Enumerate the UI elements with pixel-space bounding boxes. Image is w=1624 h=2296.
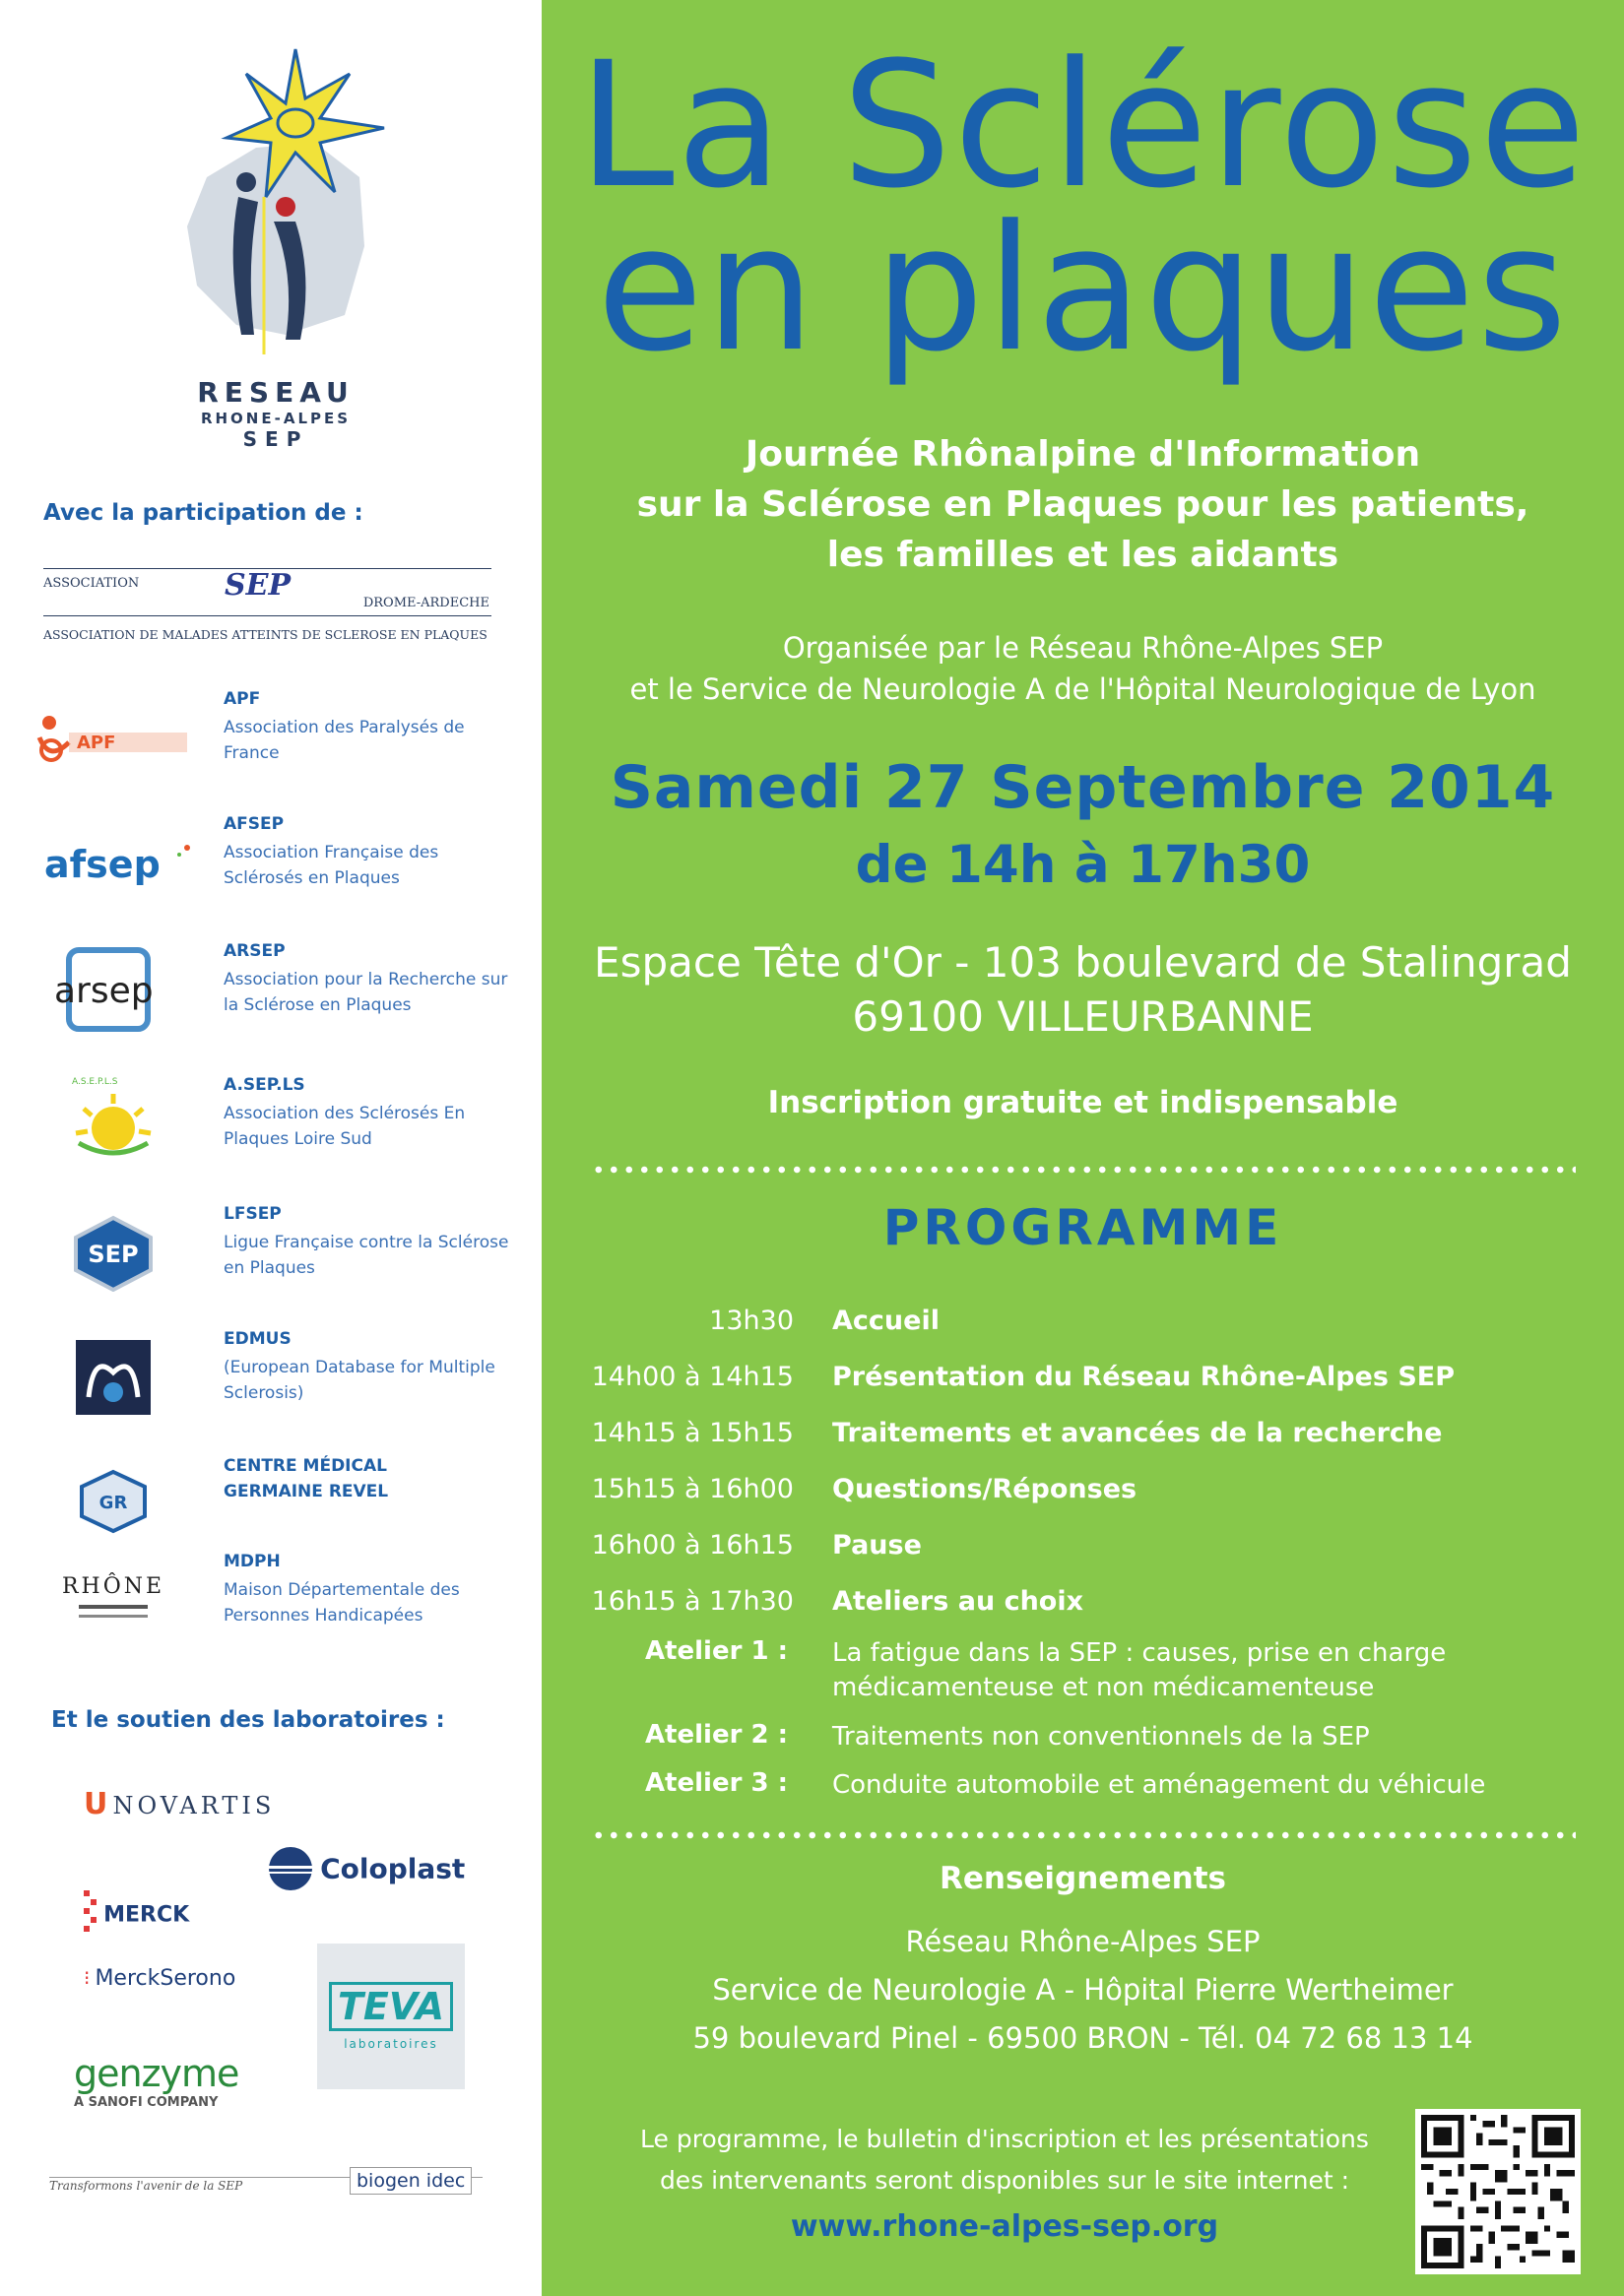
programme-row bbox=[542, 1530, 1624, 1569]
programme-item: Présentation du Réseau Rhône-Alpes SEP bbox=[832, 1362, 1455, 1392]
programme-time: 16h15 à 17h30 bbox=[591, 1586, 794, 1617]
svg-text:APF: APF bbox=[77, 733, 116, 753]
partner-name: A.SEP.LS bbox=[224, 1075, 305, 1095]
novartis-text: NOVARTIS bbox=[112, 1792, 276, 1819]
apf-logo bbox=[30, 693, 197, 782]
organiser-line: Organisée par le Réseau Rhône-Alpes SEP bbox=[782, 631, 1384, 665]
title-line-1: La Sclérose bbox=[577, 25, 1589, 226]
title-line-2: en plaques bbox=[596, 188, 1570, 390]
reseau-logo-icon bbox=[148, 30, 404, 374]
programme-row bbox=[542, 1362, 1624, 1401]
coloplast-text: Coloplast bbox=[320, 1852, 466, 1885]
programme-row bbox=[542, 1474, 1624, 1513]
partner-name: EDMUS bbox=[224, 1329, 292, 1349]
contact-line: 59 boulevard Pinel - 69500 BRON - Tél. 04 72 68 13 14 bbox=[692, 2021, 1473, 2055]
partner-aseplS bbox=[0, 1075, 542, 1183]
biogen-logo bbox=[49, 2149, 483, 2199]
logo-line-3: SEP bbox=[242, 427, 309, 451]
lfsep-logo bbox=[30, 1208, 197, 1297]
afsep-logo bbox=[30, 818, 197, 907]
qr-code-icon bbox=[1421, 2115, 1575, 2268]
programme-row bbox=[542, 1586, 1624, 1626]
organisers bbox=[542, 627, 1624, 710]
atelier-label: Atelier 2 : bbox=[644, 1720, 788, 1750]
rhone-logo-icon bbox=[44, 1565, 182, 1634]
sun-logo-icon bbox=[54, 1074, 172, 1173]
merck-logo bbox=[79, 1885, 189, 1945]
partner-name: AFSEP bbox=[224, 814, 285, 834]
contact-line: Réseau Rhône-Alpes SEP bbox=[905, 1925, 1261, 1958]
inscription-note: Inscription gratuite et indispensable bbox=[767, 1085, 1398, 1120]
merck-dots-icon bbox=[79, 1885, 98, 1945]
partner-afsep bbox=[0, 814, 542, 923]
venue bbox=[542, 938, 1624, 987]
novartis-logo bbox=[84, 1787, 275, 1821]
afsep-logo-text: afsep bbox=[44, 843, 161, 886]
sep-logo-text: SEP bbox=[225, 568, 292, 603]
partner-name: LFSEP bbox=[224, 1204, 282, 1224]
edmus-logo bbox=[30, 1333, 197, 1422]
qr-code[interactable] bbox=[1415, 2109, 1581, 2274]
programme-time: 14h15 à 15h15 bbox=[591, 1418, 794, 1448]
teva-sub-text: laboratoires bbox=[344, 2037, 438, 2051]
partner-description: (European Database for Multiple Sclerosis) bbox=[224, 1358, 495, 1403]
atelier-text: La fatigue dans la SEP : causes, prise en charge médicamenteuse et non médicamenteuse bbox=[832, 1638, 1447, 1702]
participation-label: Avec la participation de : bbox=[43, 500, 363, 526]
aseplS-logo-text: A.S.E.P.L.S bbox=[72, 1077, 118, 1087]
renseignements-title: Renseignements bbox=[939, 1861, 1227, 1896]
genzyme-text: genzyme bbox=[74, 2052, 239, 2095]
arsep-logo bbox=[30, 945, 197, 1034]
footer-line: des intervenants seront disponibles sur le site internet : bbox=[659, 2166, 1350, 2195]
afsep-logo-icon bbox=[30, 833, 197, 892]
merck-text: MERCK bbox=[103, 1902, 190, 1928]
association-sep-drome-ardeche bbox=[43, 566, 491, 645]
atelier-text: Traitements non conventionnels de la SEP bbox=[832, 1722, 1370, 1752]
website-link[interactable]: www.rhone-alpes-sep.org bbox=[790, 2209, 1219, 2244]
germaine-revel-logo-icon bbox=[74, 1467, 153, 1536]
subtitle-line: les familles et les aidants bbox=[826, 535, 1339, 575]
coloplast-logo bbox=[266, 1844, 465, 1893]
venue-name: Espace Tête d'Or bbox=[594, 938, 942, 987]
novartis-flame-icon: ᑌ bbox=[84, 1787, 108, 1821]
teva-text: TEVA bbox=[329, 1982, 453, 2031]
drome-ardeche-label: DROME-ARDECHE bbox=[362, 596, 489, 610]
genzyme-sub-text: A SANOFI COMPANY bbox=[74, 2095, 219, 2110]
mdph-logo-text: RHÔNE bbox=[61, 1574, 165, 1599]
programme-item: Pause bbox=[832, 1530, 922, 1561]
merckserono-mark-icon: ⁝ bbox=[84, 1966, 91, 1990]
association-label: ASSOCIATION bbox=[43, 576, 140, 591]
lfsep-logo-text: SEP bbox=[88, 1241, 139, 1268]
programme-item: Ateliers au choix bbox=[832, 1586, 1084, 1617]
programme-time: 13h30 bbox=[709, 1306, 794, 1336]
logo-line-1: RESEAU bbox=[197, 376, 355, 409]
event-time: de 14h à 17h30 bbox=[855, 835, 1311, 895]
apf-logo-icon bbox=[30, 703, 197, 772]
partner-description: Association des Paralysés de France bbox=[224, 718, 465, 763]
soutien-label: Et le soutien des laboratoires : bbox=[51, 1707, 445, 1733]
biogen-text: biogen idec bbox=[350, 2167, 472, 2195]
event-date: Samedi 27 Septembre 2014 bbox=[610, 753, 1556, 822]
arsep-logo-text: arsep bbox=[54, 971, 154, 1011]
programme-title: PROGRAMME bbox=[882, 1199, 1283, 1256]
association-full-name: ASSOCIATION DE MALADES ATTEINTS DE SCLEROSE EN PLAQUES bbox=[43, 627, 487, 642]
aseplS-logo bbox=[30, 1079, 197, 1168]
edmus-logo-icon bbox=[74, 1338, 153, 1417]
partner-description: Association Française des Sclérosés en Plaques bbox=[224, 843, 439, 888]
partner-name: CENTRE MÉDICAL GERMAINE REVEL bbox=[224, 1456, 389, 1501]
partner-mdph bbox=[0, 1552, 542, 1660]
footer-note bbox=[620, 2119, 1389, 2201]
venue-city: 69100 VILLEURBANNE bbox=[852, 992, 1314, 1041]
mdph-logo bbox=[30, 1556, 197, 1644]
programme-row bbox=[542, 1306, 1624, 1345]
partner-germaine-revel bbox=[0, 1453, 542, 1562]
partner-description: Association des Sclérosés En Plaques Loire Sud bbox=[224, 1104, 466, 1149]
biogen-tagline: Transformons l'avenir de la SEP bbox=[49, 2179, 243, 2193]
merckserono-text: MerckSerono bbox=[95, 1966, 236, 1991]
germaine-revel-logo-text: GR bbox=[98, 1493, 128, 1513]
contact-line: Service de Neurologie A - Hôpital Pierre Wertheimer bbox=[712, 1973, 1454, 2007]
partner-description: Association pour la Recherche sur la Sclérose en Plaques bbox=[224, 970, 508, 1015]
dotted-divider bbox=[591, 1831, 1576, 1839]
partner-lfsep bbox=[0, 1204, 542, 1312]
dotted-divider bbox=[591, 1166, 1576, 1174]
programme-time: 14h00 à 14h15 bbox=[591, 1362, 794, 1392]
programme-time: 15h15 à 16h00 bbox=[591, 1474, 794, 1504]
teva-logo bbox=[317, 1944, 465, 2089]
germaine-revel-logo bbox=[30, 1457, 197, 1546]
genzyme-logo bbox=[74, 2052, 238, 2110]
partner-name: APF bbox=[224, 689, 261, 709]
merckserono-logo bbox=[84, 1966, 235, 1991]
atelier-label: Atelier 1 : bbox=[644, 1636, 788, 1666]
programme-time: 16h00 à 16h15 bbox=[591, 1530, 794, 1561]
partner-apf bbox=[0, 689, 542, 797]
organiser-line: et le Service de Neurologie A de l'Hôpital Neurologique de Lyon bbox=[629, 672, 1536, 706]
arsep-logo-icon bbox=[49, 945, 177, 1034]
atelier-label: Atelier 3 : bbox=[644, 1768, 788, 1798]
coloplast-circle-icon bbox=[266, 1844, 315, 1893]
programme-item: Questions/Réponses bbox=[832, 1474, 1137, 1504]
atelier-text: Conduite automobile et aménagement du véhicule bbox=[832, 1770, 1486, 1800]
programme-item: Traitements et avancées de la recherche bbox=[832, 1418, 1443, 1448]
partner-description: Ligue Française contre la Sclérose en Plaques bbox=[224, 1233, 509, 1278]
subtitle-line: Journée Rhônalpine d'Information bbox=[745, 434, 1421, 475]
event-poster-panel bbox=[542, 0, 1624, 2296]
reseau-logo bbox=[148, 30, 404, 453]
left-sponsor-column bbox=[0, 0, 542, 2296]
partner-description: Maison Départementale des Personnes Handicapées bbox=[224, 1580, 460, 1626]
venue-address: - 103 boulevard de Stalingrad bbox=[941, 938, 1572, 987]
programme-row bbox=[542, 1418, 1624, 1457]
partner-name: MDPH bbox=[224, 1552, 281, 1571]
divider bbox=[43, 615, 491, 616]
logo-line-2: RHONE-ALPES bbox=[200, 410, 352, 427]
partner-edmus bbox=[0, 1329, 542, 1437]
subtitle bbox=[542, 429, 1624, 580]
subtitle-line: sur la Sclérose en Plaques pour les patients, bbox=[636, 484, 1529, 525]
footer-line: Le programme, le bulletin d'inscription et les présentations bbox=[640, 2125, 1369, 2153]
lfsep-logo-icon bbox=[64, 1213, 162, 1292]
programme-item: Accueil bbox=[832, 1306, 940, 1336]
partner-name: ARSEP bbox=[224, 941, 286, 961]
partner-arsep bbox=[0, 941, 542, 1050]
